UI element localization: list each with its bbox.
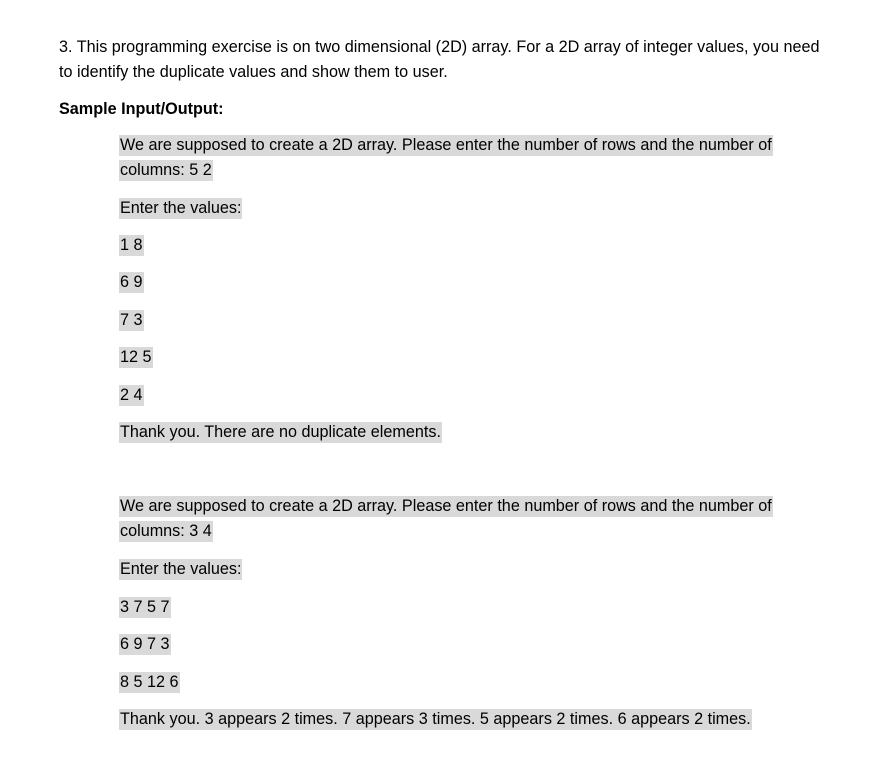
sample1-result-line	[119, 421, 442, 443]
sample1-enter-values: Enter the values:	[120, 199, 242, 217]
question-text: 3. This programming exercise is on two dimensional (2D) array. For a 2D array of integer values, you need to identify the duplicate values and show them to user.	[59, 38, 820, 81]
sample1-row-2: 6 9	[120, 273, 143, 291]
sample1-row-3: 7 3	[120, 311, 143, 329]
sample2-row-2: 6 9 7 3	[120, 635, 170, 653]
sample1-row-4: 12 5	[120, 348, 152, 366]
sample1-row-3-line	[119, 309, 144, 331]
sample1-row-1-line	[119, 234, 144, 256]
sample1-row-4-line	[119, 346, 153, 368]
sample1-prompt-block	[119, 133, 809, 183]
sample1-row-5-line	[119, 384, 144, 406]
sample2-prompt-block	[119, 494, 809, 544]
sample2-enter-values-line	[119, 558, 242, 580]
sample1-row-1: 1 8	[120, 236, 143, 254]
sample2-row-3: 8 5 12 6	[120, 673, 179, 691]
sample-heading: Sample Input/Output:	[59, 100, 224, 118]
sample1-row-2-line	[119, 271, 144, 293]
sample1-prompt: We are supposed to create a 2D array. Please enter the number of rows and the number of columns: 5 2	[120, 136, 772, 179]
sample1-result: Thank you. There are no duplicate elements.	[120, 423, 441, 441]
sample2-enter-values: Enter the values:	[120, 560, 242, 578]
sample2-result: Thank you. 3 appears 2 times. 7 appears 3 times. 5 appears 2 times. 6 appears 2 times.	[120, 710, 751, 728]
sample2-row-1-line	[119, 596, 171, 618]
sample1-row-5: 2 4	[120, 386, 143, 404]
sample2-row-2-line	[119, 633, 171, 655]
sample1-enter-values-line	[119, 197, 242, 219]
sample2-result-line	[119, 708, 752, 730]
sample2-row-3-line	[119, 671, 180, 693]
sample2-row-1: 3 7 5 7	[120, 598, 170, 616]
sample2-prompt: We are supposed to create a 2D array. Please enter the number of rows and the number of columns: 3 4	[120, 497, 772, 540]
